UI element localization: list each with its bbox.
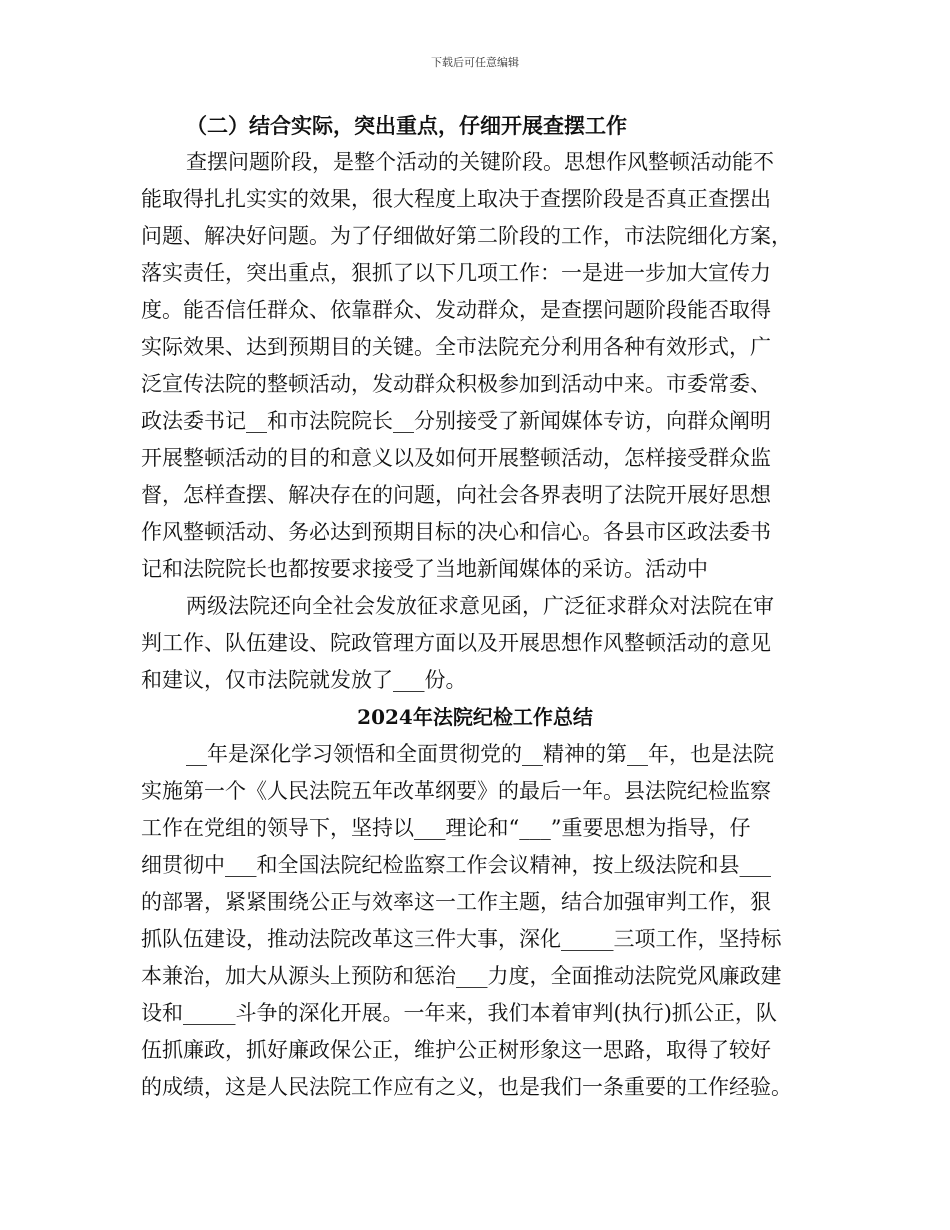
paragraph-line: 问题、解决好问题。为了仔细做好第二阶段的工作，市法院细化方案， bbox=[141, 224, 792, 248]
paragraph-line: 督，怎样查摆、解决存在的问题，向社会各界表明了法院开展好思想 bbox=[141, 483, 771, 507]
paragraph-line: 查摆问题阶段，是整个活动的关键阶段。思想作风整顿活动能不 bbox=[186, 150, 774, 174]
paragraph-line: 抓队伍建设，推动法院改革这三件大事，深化_____三项工作，坚持标 bbox=[141, 927, 782, 951]
paragraph-line: __年是深化学习领悟和全面贯彻党的__精神的第__年，也是法院 bbox=[186, 742, 774, 766]
paragraph-line: 实施第一个《人民法院五年改革纲要》的最后一年。县法院纪检监察 bbox=[141, 779, 771, 803]
paragraph-line: 开展整顿活动的目的和意义以及如何开展整顿活动，怎样接受群众监 bbox=[141, 446, 771, 470]
paragraph-line: 工作在党组的领导下，坚持以___理论和“___”重要思想为指导，仔 bbox=[141, 816, 751, 840]
paragraph-line: 设和_____斗争的深化开展。一年来，我们本着审判(执行)抓公正，队 bbox=[141, 1001, 777, 1025]
paragraph-line: 本兼治，加大从源头上预防和惩治___力度，全面推动法院党风廉政建 bbox=[141, 964, 782, 988]
paragraph-line: 两级法院还向全社会发放征求意见函，广泛征求群众对法院在审 bbox=[186, 594, 774, 618]
paragraph-line: 作风整顿活动、务必达到预期目标的决心和信心。各县市区政法委书 bbox=[141, 520, 771, 544]
paragraph-line: 记和法院院长也都按要求接受了当地新闻媒体的采访。活动中 bbox=[141, 557, 708, 581]
document-title: 2024年法院纪检工作总结 bbox=[357, 705, 593, 729]
paragraph-line: 实际效果、达到预期目的关键。全市法院充分利用各种有效形式，广 bbox=[141, 335, 771, 359]
paragraph-line: 的成绩，这是人民法院工作应有之义，也是我们一条重要的工作经验。 bbox=[141, 1075, 792, 1099]
paragraph-line: 判工作、队伍建设、院政管理方面以及开展思想作风整顿活动的意见 bbox=[141, 631, 771, 655]
paragraph-line: 政法委书记__和市法院院长__分别接受了新闻媒体专访，向群众阐明 bbox=[141, 409, 771, 433]
paragraph-line: 落实责任，突出重点，狠抓了以下几项工作：一是进一步加大宣传力 bbox=[141, 261, 771, 285]
paragraph-line: 和建议，仅市法院就发放了___份。 bbox=[141, 668, 467, 692]
paragraph-line: 的部署，紧紧围绕公正与效率这一工作主题，结合加强审判工作，狠 bbox=[141, 890, 771, 914]
paragraph-line: 能取得扎扎实实的效果，很大程度上取决于查摆阶段是否真正查摆出 bbox=[141, 187, 771, 211]
paragraph-line: 细贯彻中___和全国法院纪检监察工作会议精神，按上级法院和县___ bbox=[141, 853, 771, 877]
paragraph-line: 泛宣传法院的整顿活动，发动群众积极参加到活动中来。市委常委、 bbox=[141, 372, 771, 396]
header-note: 下载后可任意编辑 bbox=[431, 56, 519, 69]
paragraph-line: 伍抓廉政，抓好廉政保公正，维护公正树形象这一思路，取得了较好 bbox=[141, 1038, 771, 1062]
section-heading: （二）结合实际，突出重点，仔细开展查摆工作 bbox=[186, 113, 627, 138]
paragraph-line: 度。能否信任群众、依靠群众、发动群众，是查摆问题阶段能否取得 bbox=[141, 298, 771, 322]
